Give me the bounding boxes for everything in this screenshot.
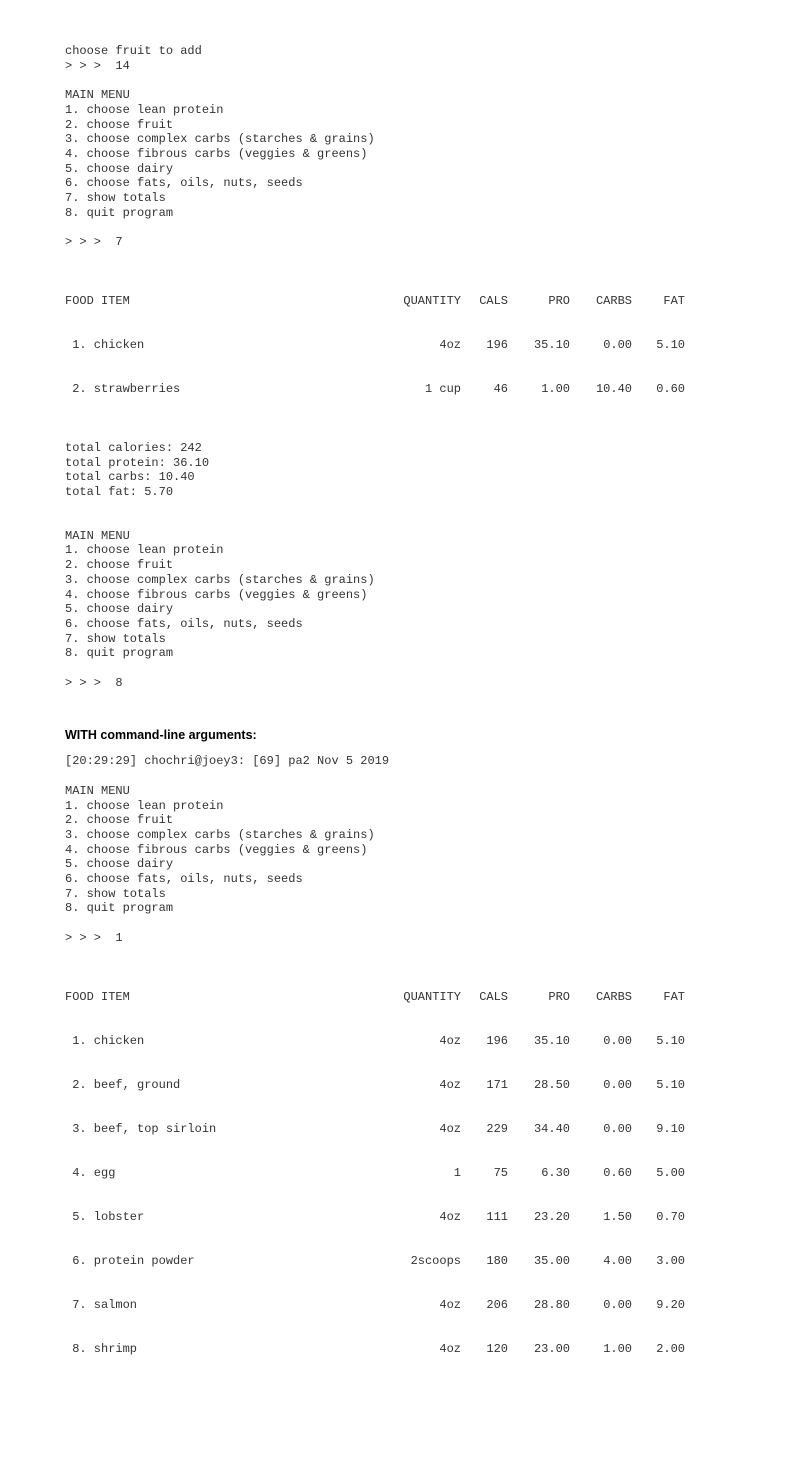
table-row xyxy=(65,1298,771,1313)
menu-title: MAIN MENU xyxy=(65,88,130,103)
cell-pro: 23.00 xyxy=(533,1342,570,1357)
table-row xyxy=(65,1122,771,1137)
menu-item: 5. choose dairy xyxy=(65,161,174,176)
cell-name: 8. shrimp xyxy=(65,1342,138,1357)
cell-carbs: 0.00 xyxy=(603,1121,632,1136)
cell-pro: 23.20 xyxy=(533,1210,570,1225)
cell-pro: 28.50 xyxy=(533,1077,570,1092)
cell-pro: 28.80 xyxy=(533,1298,570,1313)
header-food-item: FOOD ITEM xyxy=(65,989,130,1004)
menu-item: 2. choose fruit xyxy=(65,558,174,573)
menu-item: 8. quit program xyxy=(65,205,174,220)
menu-item: 3. choose complex carbs (starches & grains) xyxy=(65,132,375,147)
cell-name: 6. protein powder xyxy=(65,1254,195,1269)
cell-carbs: 0.00 xyxy=(603,1033,632,1048)
table-row xyxy=(65,1254,771,1269)
table-header-row xyxy=(65,294,771,309)
header-food-item: FOOD ITEM xyxy=(65,293,130,308)
document-page xyxy=(65,44,771,1386)
main-menu-1 xyxy=(65,88,771,220)
menu-item: 4. choose fibrous carbs (veggies & greens) xyxy=(65,587,368,602)
cell-pro: 1.00 xyxy=(541,382,570,397)
menu-item: 6. choose fats, oils, nuts, seeds xyxy=(65,872,303,887)
cell-name: 1. chicken xyxy=(65,338,145,352)
cell-carbs: 0.00 xyxy=(603,1298,632,1313)
cell-cals: 120 xyxy=(486,1342,508,1357)
menu-item: 2. choose fruit xyxy=(65,117,174,132)
cell-fat: 5.10 xyxy=(656,1077,685,1092)
header-cals: CALS xyxy=(479,293,508,308)
header-carbs: CARBS xyxy=(595,989,632,1004)
menu-item: 5. choose dairy xyxy=(65,857,174,872)
cell-carbs: 0.00 xyxy=(603,338,632,352)
cell-fat: 5.00 xyxy=(656,1165,685,1180)
cell-cals: 75 xyxy=(493,1165,508,1180)
cell-pro: 34.40 xyxy=(533,1121,570,1136)
cell-carbs: 1.50 xyxy=(603,1210,632,1225)
cell-qty: 4oz xyxy=(439,1077,461,1092)
protein-table xyxy=(65,960,771,1386)
menu-title: MAIN MENU xyxy=(65,783,130,798)
cell-name: 2. strawberries xyxy=(65,382,181,397)
section-heading: WITH command-line arguments: xyxy=(65,728,257,743)
cell-name: 7. salmon xyxy=(65,1298,138,1313)
total-carbs: total carbs: 10.40 xyxy=(65,470,195,485)
menu-item: 1. choose lean protein xyxy=(65,798,224,813)
cell-qty: 2scoops xyxy=(410,1254,461,1269)
cell-name: 1. chicken xyxy=(65,1033,145,1048)
header-cals: CALS xyxy=(479,989,508,1004)
cell-qty: 4oz xyxy=(439,1210,461,1225)
cell-qty: 4oz xyxy=(439,1121,461,1136)
cell-fat: 0.70 xyxy=(656,1210,685,1225)
header-quantity: QUANTITY xyxy=(403,989,461,1004)
table-header-row xyxy=(65,990,771,1005)
cell-cals: 180 xyxy=(486,1254,508,1269)
table-row xyxy=(65,1166,771,1181)
menu-item: 4. choose fibrous carbs (veggies & greens) xyxy=(65,842,368,857)
cell-cals: 196 xyxy=(486,1033,508,1048)
main-menu-3 xyxy=(65,784,771,916)
menu-title: MAIN MENU xyxy=(65,528,130,543)
cell-fat: 9.10 xyxy=(656,1121,685,1136)
total-calories: total calories: 242 xyxy=(65,440,202,455)
menu-input-8: > > > 8 xyxy=(65,675,123,690)
menu-item: 8. quit program xyxy=(65,646,174,661)
table-row xyxy=(65,1342,771,1357)
main-menu-2 xyxy=(65,529,771,661)
cell-qty: 1 xyxy=(453,1165,461,1180)
total-protein: total protein: 36.10 xyxy=(65,455,210,470)
cell-cals: 196 xyxy=(486,338,508,352)
cell-pro: 35.00 xyxy=(533,1254,570,1269)
menu-item: 5. choose dairy xyxy=(65,602,174,617)
cell-qty: 4oz xyxy=(439,1033,461,1048)
table-row xyxy=(65,1210,771,1225)
menu-item: 7. show totals xyxy=(65,631,166,646)
header-quantity: QUANTITY xyxy=(403,293,461,308)
menu-item: 3. choose complex carbs (starches & grains) xyxy=(65,572,375,587)
cell-fat: 9.20 xyxy=(656,1298,685,1313)
menu-item: 8. quit program xyxy=(65,901,174,916)
cell-fat: 0.60 xyxy=(656,382,685,397)
table-row xyxy=(65,1078,771,1093)
cell-qty: 4oz xyxy=(439,1298,461,1313)
cell-carbs: 0.00 xyxy=(603,1077,632,1092)
cell-name: 4. egg xyxy=(65,1165,116,1180)
table-row xyxy=(65,382,771,397)
menu-item: 1. choose lean protein xyxy=(65,102,224,117)
table-row xyxy=(65,1034,771,1049)
menu-item: 4. choose fibrous carbs (veggies & greens) xyxy=(65,146,368,161)
fruit-input: > > > 14 xyxy=(65,58,130,73)
fruit-prompt: choose fruit to add xyxy=(65,44,202,58)
cell-fat: 5.10 xyxy=(656,338,685,352)
totals-table xyxy=(65,265,771,427)
menu-item: 1. choose lean protein xyxy=(65,543,224,558)
header-pro: PRO xyxy=(548,989,570,1004)
cell-qty: 4oz xyxy=(439,338,461,352)
totals-summary xyxy=(65,441,771,500)
header-pro: PRO xyxy=(548,293,570,308)
cell-fat: 5.10 xyxy=(656,1033,685,1048)
menu-item: 2. choose fruit xyxy=(65,813,174,828)
cell-name: 3. beef, top sirloin xyxy=(65,1121,217,1136)
cell-name: 5. lobster xyxy=(65,1210,145,1225)
menu-input-7: > > > 7 xyxy=(65,235,123,250)
cell-qty: 1 cup xyxy=(424,382,461,397)
shell-prompt: [20:29:29] chochri@joey3: [69] pa2 Nov 5 2019 xyxy=(65,754,390,769)
cell-pro: 6.30 xyxy=(541,1165,570,1180)
menu-item: 6. choose fats, oils, nuts, seeds xyxy=(65,176,303,191)
cell-cals: 46 xyxy=(493,382,508,397)
cell-cals: 111 xyxy=(486,1210,508,1225)
cell-cals: 206 xyxy=(486,1298,508,1313)
cell-cals: 229 xyxy=(486,1121,508,1136)
menu-item: 3. choose complex carbs (starches & grains) xyxy=(65,827,375,842)
cell-pro: 35.10 xyxy=(533,1033,570,1048)
cell-pro: 35.10 xyxy=(533,338,570,352)
menu-input-1: > > > 1 xyxy=(65,930,123,945)
cell-cals: 171 xyxy=(486,1077,508,1092)
cell-qty: 4oz xyxy=(439,1342,461,1357)
header-carbs: CARBS xyxy=(595,293,632,308)
header-fat: FAT xyxy=(663,989,685,1004)
cell-carbs: 10.40 xyxy=(595,382,632,397)
cell-carbs: 1.00 xyxy=(603,1342,632,1357)
header-fat: FAT xyxy=(663,293,685,308)
cell-carbs: 0.60 xyxy=(603,1165,632,1180)
cell-carbs: 4.00 xyxy=(603,1254,632,1269)
cell-fat: 2.00 xyxy=(656,1342,685,1357)
total-fat: total fat: 5.70 xyxy=(65,484,174,499)
menu-item: 7. show totals xyxy=(65,886,166,901)
cell-fat: 3.00 xyxy=(656,1254,685,1269)
table-row xyxy=(65,338,771,353)
menu-item: 6. choose fats, oils, nuts, seeds xyxy=(65,616,303,631)
cell-name: 2. beef, ground xyxy=(65,1077,181,1092)
menu-item: 7. show totals xyxy=(65,191,166,206)
